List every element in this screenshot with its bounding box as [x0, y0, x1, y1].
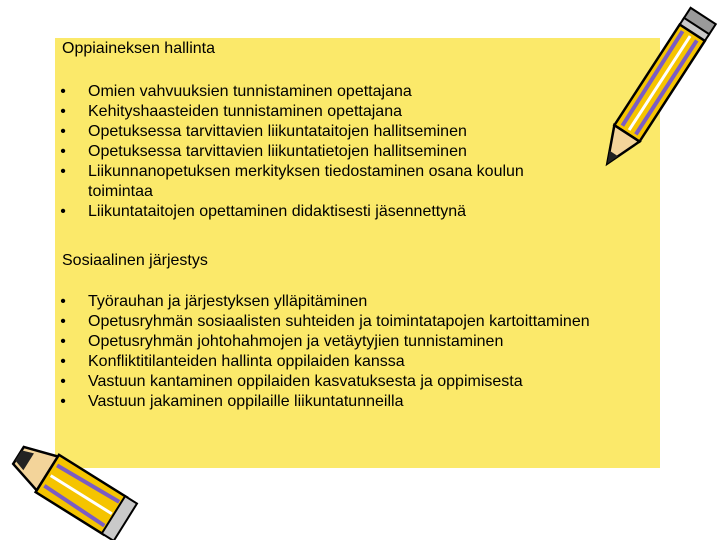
- list-item: • Opetusryhmän johtohahmojen ja vetäytyjien tunnistaminen: [58, 332, 590, 352]
- bullet-glyph: •: [60, 373, 66, 390]
- bullet-glyph: •: [60, 333, 66, 350]
- list-item: • Kehityshaasteiden tunnistaminen opettajana: [58, 102, 558, 122]
- list-item: • Konfliktitilanteiden hallinta oppilaiden kanssa: [58, 352, 590, 372]
- list-item: • Vastuun jakaminen oppilaille liikuntatunneilla: [58, 392, 590, 412]
- section-heading-oppiaineksen-hallinta: Oppiaineksen hallinta: [62, 40, 215, 57]
- list-item: • Työrauhan ja järjestyksen ylläpitäminen: [58, 292, 590, 312]
- list-item: • Opetuksessa tarvittavien liikuntataitojen hallitseminen: [58, 122, 558, 142]
- list-item: • Liikuntataitojen opettaminen didaktisesti jäsennettynä: [58, 202, 558, 222]
- bullet-glyph: •: [60, 293, 66, 310]
- bullet-list-sosiaalinen-jarjestys: [58, 292, 590, 412]
- bullet-glyph: •: [60, 83, 66, 100]
- list-item: • Vastuun kantaminen oppilaiden kasvatuksesta ja oppimisesta: [58, 372, 590, 392]
- bullet-glyph: •: [60, 123, 66, 140]
- bullet-glyph: •: [60, 103, 66, 120]
- pencil-icon: [0, 440, 140, 540]
- bullet-glyph: •: [60, 393, 66, 410]
- bullet-list-oppiaineksen-hallinta: [58, 82, 558, 222]
- bullet-glyph: •: [60, 203, 66, 220]
- list-item: • Opetuksessa tarvittavien liikuntatietojen hallitseminen: [58, 142, 558, 162]
- list-item: • Omien vahvuuksien tunnistaminen opettajana: [58, 82, 558, 102]
- bullet-glyph: •: [60, 353, 66, 370]
- list-item: • Liikunnanopetuksen merkityksen tiedostaminen osana koulun toimintaa: [58, 162, 558, 202]
- list-item: • Opetusryhmän sosiaalisten suhteiden ja toimintatapojen kartoittaminen: [58, 312, 590, 332]
- pencil-icon: [590, 0, 720, 185]
- bullet-glyph: •: [60, 313, 66, 330]
- section-heading-sosiaalinen-jarjestys: Sosiaalinen järjestys: [62, 252, 208, 269]
- bullet-glyph: •: [60, 143, 66, 160]
- bullet-glyph: •: [60, 163, 66, 180]
